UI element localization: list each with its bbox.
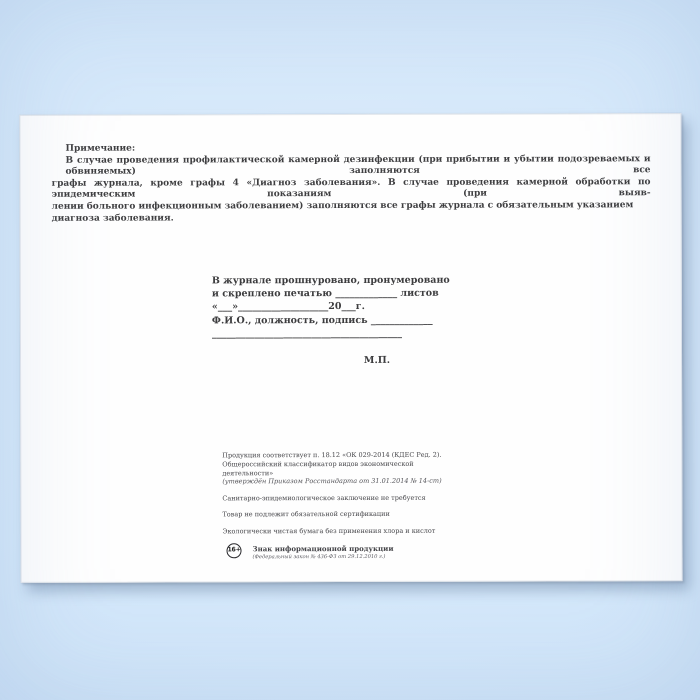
note-text-line: лении больного инфекционным заболеванием) заполняются все графы журнала с обязательным указанием диагноза заболевания. <box>51 200 634 224</box>
binding-line-blank: ________________________________________ <box>211 327 402 340</box>
binding-certification-block <box>211 274 450 368</box>
binding-line-sheets-blank: и скреплено печатью _____________ листов <box>211 287 439 300</box>
stamp-place-label: М.П. <box>363 354 391 366</box>
note-title: Примечание: <box>65 143 136 154</box>
binding-line-signature-blank: Ф.И.О., должность, подпись _____________ <box>211 314 433 326</box>
note-text-line: В случае проведения профилактической камерной дезинфекции (при прибытии и убытии подозреваемых и обвиняемых) заполняются все <box>65 153 651 177</box>
age-rating-16plus-icon: 16+ <box>227 543 242 558</box>
okved-line: Общероссийский классификатор видов экономической деятельности» <box>222 459 414 477</box>
binding-line-date-blank: «___»___________________20___г. <box>211 301 365 313</box>
info-mark-text <box>253 543 394 561</box>
binding-line: В журнале прошнуровано, пронумеровано <box>211 274 450 287</box>
document-page <box>19 113 682 583</box>
okved-decree-line: (утверждён Приказом Росстандарта от 31.01.2014 № 14-ст) <box>222 477 442 486</box>
okved-line: Продукция соответствует п. 18.12 «ОК 029-2014 (КДЕС Ред. 2). <box>222 450 442 460</box>
note-text-line: графы журнала, кроме графы 4 «Диагноз заболевания». В случае проведения камерной обработки по эпидемическим показаниям (при выяв- <box>51 176 651 201</box>
eco-paper-statement: Экологически чистая бумага без применения хлора и кислот <box>222 526 436 535</box>
certification-statement: Товар не подлежит обязательной сертификации <box>222 510 390 519</box>
info-mark-title: Знак информационной продукции <box>252 543 394 554</box>
compliance-section <box>222 451 452 561</box>
okved-statement <box>222 451 452 487</box>
info-product-mark-row <box>223 543 453 561</box>
sanitary-statement: Санитарно-эпидемиологическое заключение не требуется <box>222 493 426 503</box>
note-section <box>51 142 650 225</box>
info-mark-law: (Федеральный закон № 436-ФЗ от 29.12.2010 г.) <box>252 553 386 561</box>
